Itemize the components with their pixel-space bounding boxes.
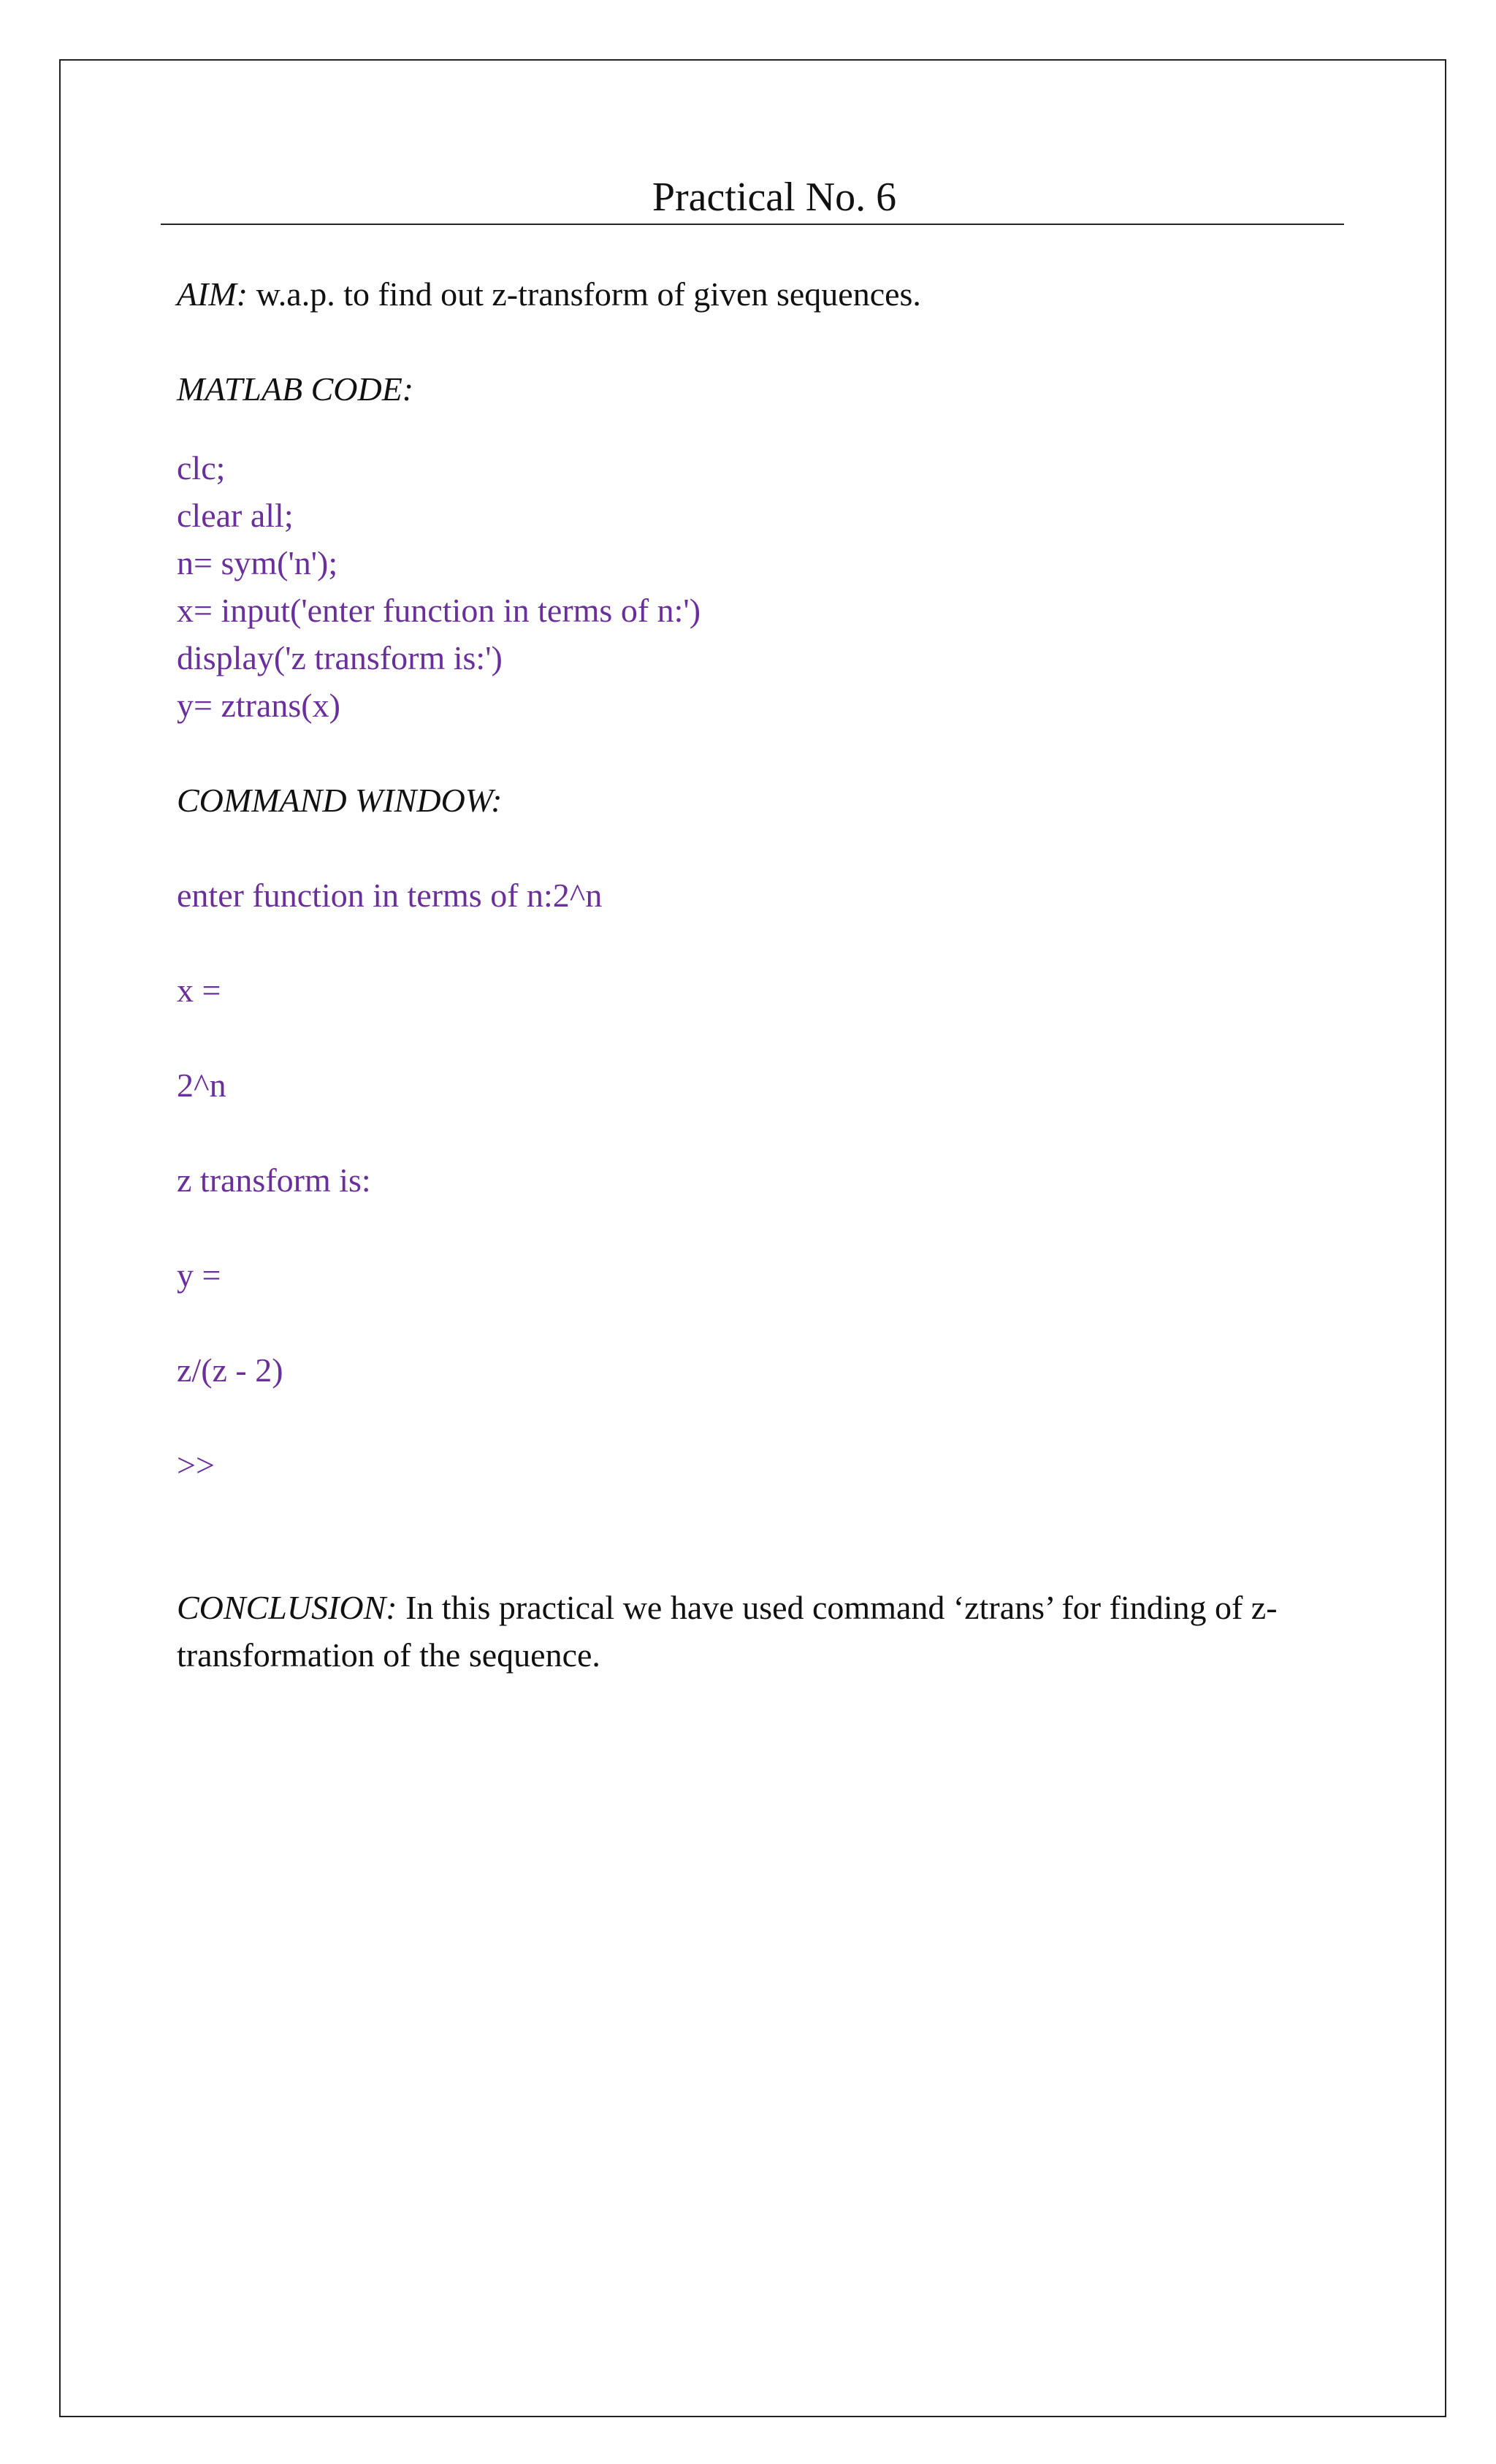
- matlab-code-heading: MATLAB CODE:: [177, 370, 414, 408]
- command-output-line: y =: [177, 1256, 221, 1294]
- aim-section: [177, 270, 1419, 318]
- title-underline: [161, 224, 1344, 225]
- code-line: display('z transform is:'): [177, 639, 503, 676]
- command-output-line: z/(z - 2): [177, 1351, 283, 1389]
- command-output-line: 2^n: [177, 1067, 226, 1104]
- command-window-heading: COMMAND WINDOW:: [177, 782, 503, 819]
- aim-label: AIM:: [177, 275, 248, 313]
- code-line: n= sym('n');: [177, 544, 338, 581]
- command-output-line: z transform is:: [177, 1162, 371, 1199]
- command-prompt: >>: [177, 1446, 215, 1484]
- page-border: [59, 59, 1446, 2417]
- conclusion-label: CONCLUSION:: [177, 1589, 397, 1626]
- code-line: clear all;: [177, 497, 294, 534]
- conclusion-section: [177, 1584, 1404, 1679]
- code-line: clc;: [177, 449, 226, 487]
- aim-text: w.a.p. to find out z-transform of given sequences.: [248, 275, 921, 313]
- page-title: Practical No. 6: [652, 175, 897, 220]
- conclusion-text: In this practical we have used command ‘ztrans’ for finding of z-transformation of the sequence.: [177, 1589, 1278, 1674]
- code-line: y= ztrans(x): [177, 687, 340, 724]
- command-output-line: enter function in terms of n:2^n: [177, 877, 603, 914]
- command-output-line: x =: [177, 972, 221, 1009]
- code-line: x= input('enter function in terms of n:'): [177, 592, 701, 629]
